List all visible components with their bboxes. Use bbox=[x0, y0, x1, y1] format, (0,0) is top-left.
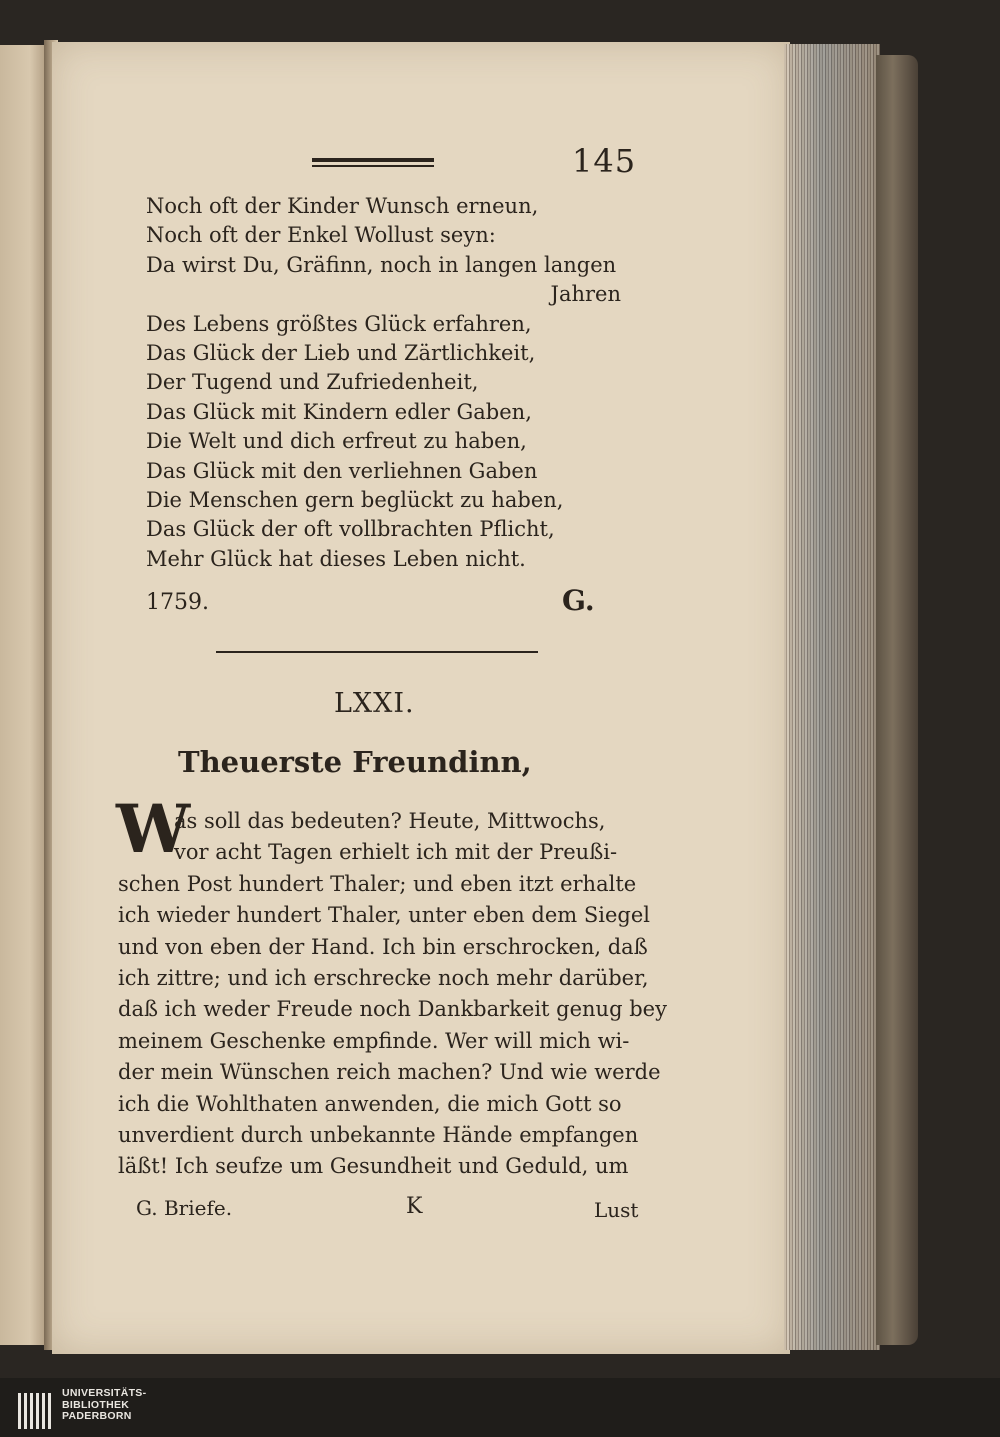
poem-date: 1759. bbox=[146, 590, 209, 615]
library-name-line: BIBLIOTHEK bbox=[62, 1398, 130, 1411]
poem bbox=[146, 192, 646, 574]
body-line: ich zittre; und ich erschrecke noch mehr darüber, bbox=[118, 966, 649, 991]
library-name-line: UNIVERSITÄTS- bbox=[62, 1387, 147, 1399]
letter-number: LXXI. bbox=[334, 688, 415, 719]
page-block-edges bbox=[784, 44, 880, 1350]
body-line: schen Post hundert Thaler; und eben itzt erhalte bbox=[118, 871, 637, 896]
poem-line: Jahren bbox=[550, 282, 621, 307]
body-line: daß ich weder Freude noch Dankbarkeit genug bey bbox=[118, 997, 667, 1022]
library-name-line: PADERBORN bbox=[62, 1410, 132, 1422]
body-line: unverdient durch unbekannte Hände empfangen bbox=[118, 1123, 639, 1148]
header-rule bbox=[312, 158, 434, 167]
library-emblem-icon bbox=[18, 1389, 54, 1433]
footer-sheet-mark: K bbox=[406, 1194, 423, 1219]
poem-line: Das Glück der Lieb und Zärtlichkeit, bbox=[146, 341, 536, 366]
poem-line: Das Glück mit den verliehnen Gaben bbox=[146, 458, 538, 483]
body-line: as soll das bedeuten? Heute, Mittwochs, bbox=[174, 809, 606, 833]
poem-line: Noch oft der Kinder Wunsch erneun, bbox=[146, 194, 539, 218]
library-logo bbox=[0, 1385, 200, 1437]
poem-line: Da wirst Du, Gräfinn, noch in langen langen bbox=[146, 252, 617, 277]
poem-line: Der Tugend und Zufriedenheit, bbox=[146, 370, 479, 395]
body-line: meinem Geschenke empfinde. Wer will mich wi- bbox=[118, 1028, 630, 1053]
body-line: der mein Wünschen reich machen? Und wie werde bbox=[118, 1060, 661, 1085]
poem-signature: G. bbox=[562, 584, 595, 617]
salutation: Theuerste Freundinn, bbox=[178, 745, 532, 779]
left-page-edge bbox=[0, 45, 50, 1345]
library-name bbox=[62, 1388, 146, 1423]
section-rule bbox=[216, 651, 538, 653]
poem-line: Noch oft der Enkel Wollust seyn: bbox=[146, 223, 496, 248]
footer-signature-mark: G. Briefe. bbox=[136, 1196, 233, 1220]
poem-line: Des Lebens größtes Glück erfahren, bbox=[146, 311, 532, 336]
body-line: und von eben der Hand. Ich bin erschrocken, daß bbox=[118, 934, 648, 959]
page-number: 145 bbox=[572, 142, 637, 180]
body-line: läßt! Ich seufze um Gesundheit und Geduld, um bbox=[118, 1154, 629, 1179]
drop-initial: W bbox=[116, 790, 191, 868]
book-cover-edge bbox=[876, 55, 918, 1345]
poem-line: Das Glück mit Kindern edler Gaben, bbox=[146, 399, 532, 424]
footer-catchword: Lust bbox=[594, 1198, 639, 1222]
poem-line: Die Menschen gern beglückt zu haben, bbox=[146, 488, 564, 513]
letter-body bbox=[118, 806, 667, 1183]
poem-line: Die Welt und dich erfreut zu haben, bbox=[146, 429, 527, 454]
body-line: ich die Wohlthaten anwenden, die mich Gott so bbox=[118, 1091, 622, 1116]
body-line: ich wieder hundert Thaler, unter eben dem Siegel bbox=[118, 903, 650, 928]
body-line: vor acht Tagen erhielt ich mit der Preußi- bbox=[174, 840, 618, 865]
poem-line: Mehr Glück hat dieses Leben nicht. bbox=[146, 546, 526, 571]
poem-line: Das Glück der oft vollbrachten Pflicht, bbox=[146, 517, 555, 542]
